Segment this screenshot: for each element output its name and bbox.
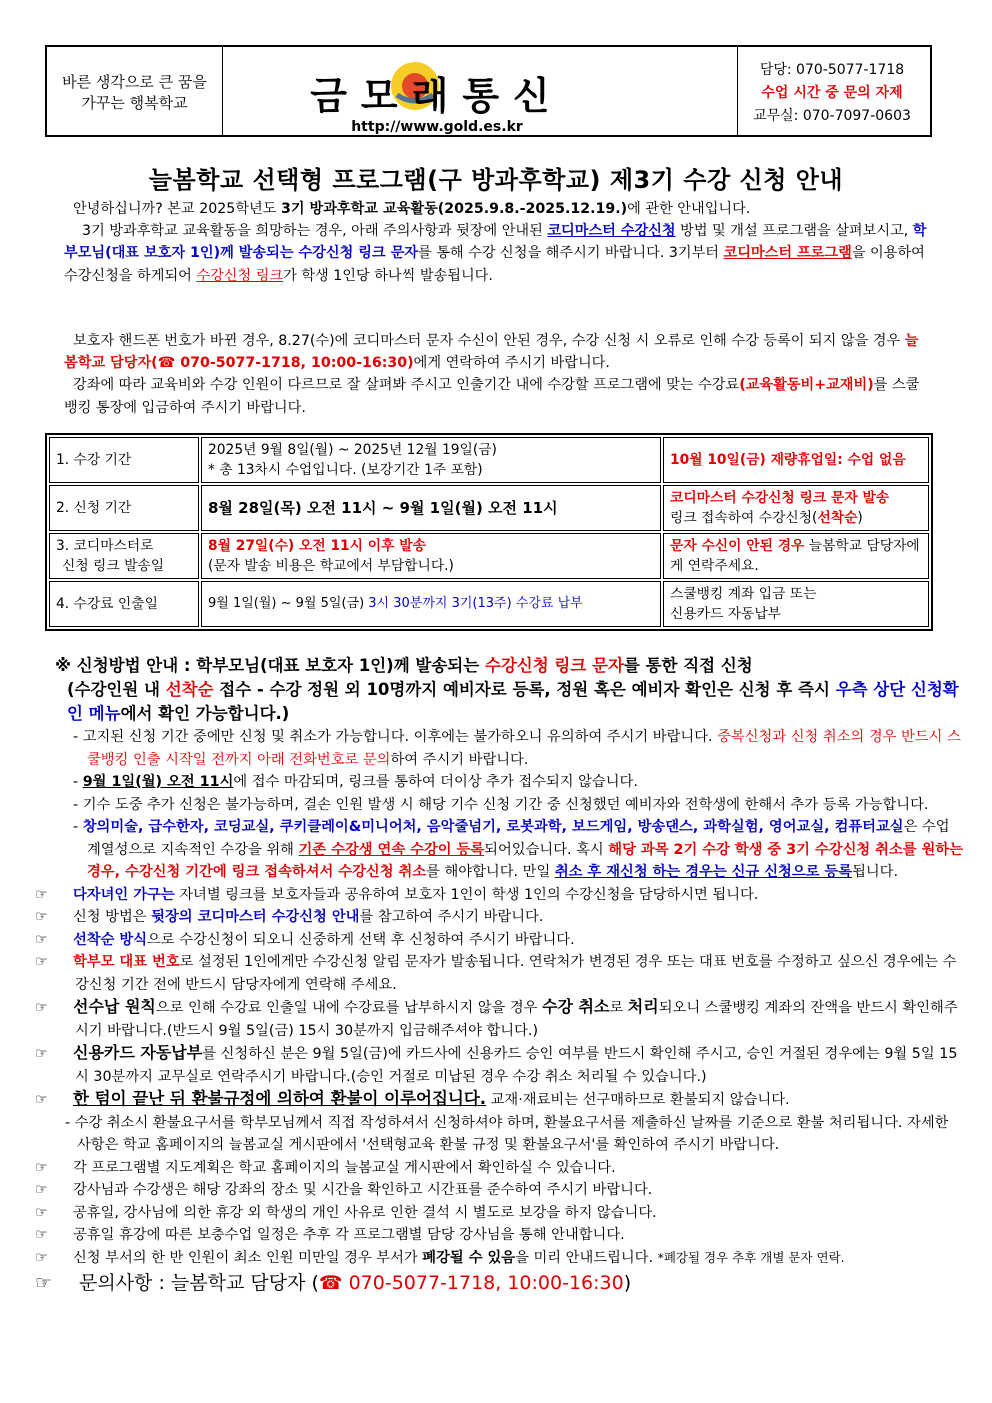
note-continuing: - 창의미술, 급수한자, 코딩교실, 쿠키클레이&미니어처, 음악줄넘기, 로봇과학, 보드게임, 방송댄스, 과학실험, 영어교실, 컴퓨터교실은 수업 계열성으로 지속적인 수강을 위해 기존 수강생 연속 수강이 등록되어있습니다. 혹시 해당 과목 2기 수강 학생 중 3기 수강신청 취소를 원하는 경우, 수강신청 기간에 링크 접속하셔서 수강신청 취소를 해야합니다. 만일 취소 후 재신청 하는 경우는 신규 신청으로 등록됩니다. (73, 819, 964, 880)
header-divider-left (222, 47, 223, 135)
note-contact: ☞ 문의사항 : 늘봄학교 담당자 (☎ 070-5077-1718, 10:00-16:30) (55, 1269, 965, 1297)
school-url[interactable]: http://www.gold.es.kr (351, 119, 523, 135)
hand-pointer-icon: ☞ (35, 886, 48, 903)
contact-phone-link[interactable]: ☎ 070-5077-1718, 10:00-16:30 (318, 1272, 624, 1294)
row-detail: 8월 27일(수) 오전 11시 이후 발송 (문자 발송 비용은 학교에서 부담합니다.) (201, 533, 661, 579)
row-label: 4. 수강료 인출일 (49, 581, 199, 627)
note-first-come-method: ☞ 선착순 방식으로 수강신청이 되오니 신중하게 선택 후 신청하여 주시기 바랍니다. (55, 929, 965, 952)
contact-phone: 담당: 070-5077-1718 (759, 62, 905, 78)
table-row (49, 581, 929, 627)
school-motto (47, 72, 222, 114)
hand-pointer-icon: ☞ (35, 1182, 48, 1198)
hand-pointer-icon: ☞ (35, 931, 48, 948)
contact-office: 교무실: 070-7097-0603 (753, 108, 911, 124)
motto-line-1: 바른 생각으로 큰 꿈을 (62, 73, 207, 91)
schedule-table (45, 433, 933, 631)
hand-pointer-icon: ☞ (35, 1204, 48, 1221)
note-credit-card: ☞ 신용카드 자동납부를 신청하신 분은 9월 5일(금)에 카드사에 신용카드 승인 여부를 반드시 확인해 주시고, 승인 거절된 경우에는 9월 5일 15시 30분까지 교무실로 연락주시기 바랍니다.(승인 거절로 미납된 경우 수강 취소 처리될 수 있습니다.) (35, 1043, 958, 1085)
note-refund: ☞ 한 텀이 끝난 뒤 환불규정에 의하여 환불이 이루어집니다. 교재·재료비는 선구매하므로 환불되지 않습니다. (55, 1088, 965, 1112)
hand-pointer-icon: ☞ (35, 1227, 48, 1243)
row-note: 코디마스터 수강신청 링크 문자 발송 링크 접속하여 수강신청(선착순) (663, 485, 929, 531)
notes-section (35, 654, 965, 1297)
note-refund-form: - 수강 취소시 환불요구서를 학부모님께서 직접 작성하셔서 신청하셔야 하며, 환불요구서를 제출하신 날짜를 기준으로 환불 처리됩니다. 자세한 사항은 학교 홈페이지의 늘봄교실 게시판에서 '선택형교육 환불 규정 및 환불요구서'를 확인하여 주시기 바랍니다. (65, 1114, 949, 1153)
note-rep-number: ☞ 학부모 대표 번호로 설정된 1인에게만 수강신청 알림 문자가 발송됩니다. 연락처가 변경된 경우 또는 대표 번호를 수정하고 싶으신 경우에는 수강신청 기간 전에 반드시 담당자에게 연락해 주세요. (55, 951, 965, 996)
row-detail: 8월 28일(목) 오전 11시 ~ 9월 1일(월) 오전 11시 (201, 485, 661, 531)
note-method: ※ 신청방법 안내 : 학부모님(대표 보호자 1인)께 발송되는 수강신청 링크 문자를 통한 직접 신청 (55, 656, 753, 675)
row-detail: 2025년 9월 8일(월) ~ 2025년 12월 19일(금) * 총 13차시 수업입니다. (보강기간 1주 포함) (201, 437, 661, 483)
table-row (49, 437, 929, 483)
note-period: - 고지된 신청 기간 중에만 신청 및 취소가 가능합니다. 이후에는 불가하오니 유의하여 주시기 바랍니다. 중복신청과 신청 취소의 경우 반드시 스쿨뱅킹 인출 시작일 전까지 아래 전화번호로 문의하여 주시기 바랍니다. (73, 729, 961, 768)
row-label: 2. 신청 기간 (49, 485, 199, 531)
row-note: 스쿨뱅킹 계좌 입금 또는 신용카드 자동납부 (663, 581, 929, 627)
row-label: 1. 수강 기간 (49, 437, 199, 483)
note-first-come: (수강인원 내 선착순 접수 - 수강 정원 외 10명까지 예비자로 등록, 정원 혹은 예비자 확인은 신청 후 즉시 우측 상단 신청확인 메뉴에서 확인 가능합니다.) (67, 680, 959, 723)
table-row (49, 533, 929, 579)
contact-notice: 수업 시간 중 문의 자제 (761, 85, 903, 101)
note-plans: ☞ 각 프로그램별 지도계획은 학교 홈페이지의 늘봄교실 게시판에서 확인하실 수 있습니다. (55, 1157, 965, 1180)
newsletter-title: 금모래통신 (310, 74, 564, 118)
row-label: 3. 코디마스터로 신청 링크 발송일 (49, 533, 199, 579)
hand-pointer-icon: ☞ (35, 1092, 48, 1108)
hand-pointer-icon: ☞ (35, 909, 48, 925)
intro-paragraph-2: 보호자 핸드폰 번호가 바뀐 경우, 8.27(수)에 코디마스터 문자 수신이 안된 경우, 수강 신청 시 오류로 인해 수강 등록이 되지 않을 경우 늘봄학교 담당자(☎ 070-5077-1718, 10:00-16:30)에게 연락하여 주시기 바랍니다. 강좌에 따라 교육비와 수강 인원이 다르므로 잘 살펴봐 주시고 인출기간 내에 수강할 프로그램에 맞는 수강료(교육활동비+교재비)를 스쿨뱅킹 통장에 입금하여 주시기 바랍니다. (64, 333, 920, 416)
note-makeup: ☞ 공휴일 휴강에 따른 보충수업 일정은 추후 각 프로그램별 담당 강사님을 통해 안내합니다. (55, 1224, 965, 1247)
row-note: 10월 10일(금) 재량휴업일: 수업 없음 (663, 437, 929, 483)
table-row (49, 485, 929, 531)
hand-pointer-icon: ☞ (35, 1249, 48, 1266)
note-closure: ☞ 신청 부서의 한 반 인원이 최소 인원 미만일 경우 부서가 폐강될 수 있음을 미리 안내드립니다. *폐강될 경우 추후 개별 문자 연락. (55, 1247, 965, 1270)
hand-pointer-icon: ☞ (35, 1159, 48, 1176)
note-prepayment: ☞ 선수납 원칙으로 인해 수강료 인출일 내에 수강료를 납부하시지 않을 경우 수강 취소로 처리되오니 스쿨뱅킹 계좌의 잔액을 반드시 확인해주시기 바랍니다.(반드시 9월 5일(금) 15시 30분까지 입금해주셔야 합니다.) (35, 997, 958, 1039)
hand-pointer-icon: ☞ (35, 1272, 53, 1294)
note-siblings: ☞ 다자녀인 가구는 자녀별 링크를 보호자들과 공유하여 보호자 1인이 학생 1인의 수강신청을 담당하시면 됩니다. (55, 884, 965, 907)
newsletter-header (45, 45, 932, 137)
note-absence: ☞ 공휴일, 강사님에 의한 휴강 외 학생의 개인 사유로 인한 결석 시 별도로 보강을 하지 않습니다. (55, 1202, 965, 1225)
intro-paragraph-1: 안녕하십니까? 본교 2025학년도 3기 방과후학교 교육활동(2025.9.8.-2025.12.19.)에 관한 안내입니다. 3기 방과후학교 교육활동을 희망하는 경우, 아래 주의사항과 뒷장에 안내된 코디마스터 수강신청 방법 및 개설 프로그램을 살펴보시고, 학부모님(대표 보호자 1인)께 발송되는 수강신청 링크 문자를 통해 수강 신청을 해주시기 바랍니다. 3기부터 코디마스터 프로그램을 이용하여 수강신청을 하게되어 수강신청 링크가 학생 1인당 하나씩 발송됩니다. (64, 201, 927, 284)
hand-pointer-icon: ☞ (35, 1046, 48, 1062)
note-midterm: - 기수 도중 추가 신청은 불가능하며, 결손 인원 발생 시 해당 기수 신청 기간 중 신청했던 예비자와 전학생에 한해서 추가 등록 가능합니다. (73, 796, 929, 813)
hand-pointer-icon: ☞ (35, 954, 48, 970)
row-note: 문자 수신이 안된 경우 늘봄학교 담당자에게 연락주세요. (663, 533, 929, 579)
hand-pointer-icon: ☞ (35, 1000, 48, 1016)
note-deadline: - 9월 1일(월) 오전 11시에 접수 마감되며, 링크를 통하여 더이상 추가 접수되지 않습니다. (73, 774, 638, 790)
row-detail: 9월 1일(월) ~ 9월 5일(금) 3시 30분까지 3기(13주) 수강료 납부 (201, 581, 661, 627)
note-schedule: ☞ 강사님과 수강생은 해당 강좌의 장소 및 시간을 확인하고 시간표를 준수하여 주시기 바랍니다. (55, 1179, 965, 1202)
header-contact (737, 59, 927, 128)
motto-line-2: 가꾸는 행복학교 (81, 94, 188, 112)
document-title: 늘봄학교 선택형 프로그램(구 방과후학교) 제3기 수강 신청 안내 (148, 166, 844, 194)
note-method-ref: ☞ 신청 방법은 뒷장의 코디마스터 수강신청 안내를 참고하여 주시기 바랍니다. (55, 906, 965, 929)
